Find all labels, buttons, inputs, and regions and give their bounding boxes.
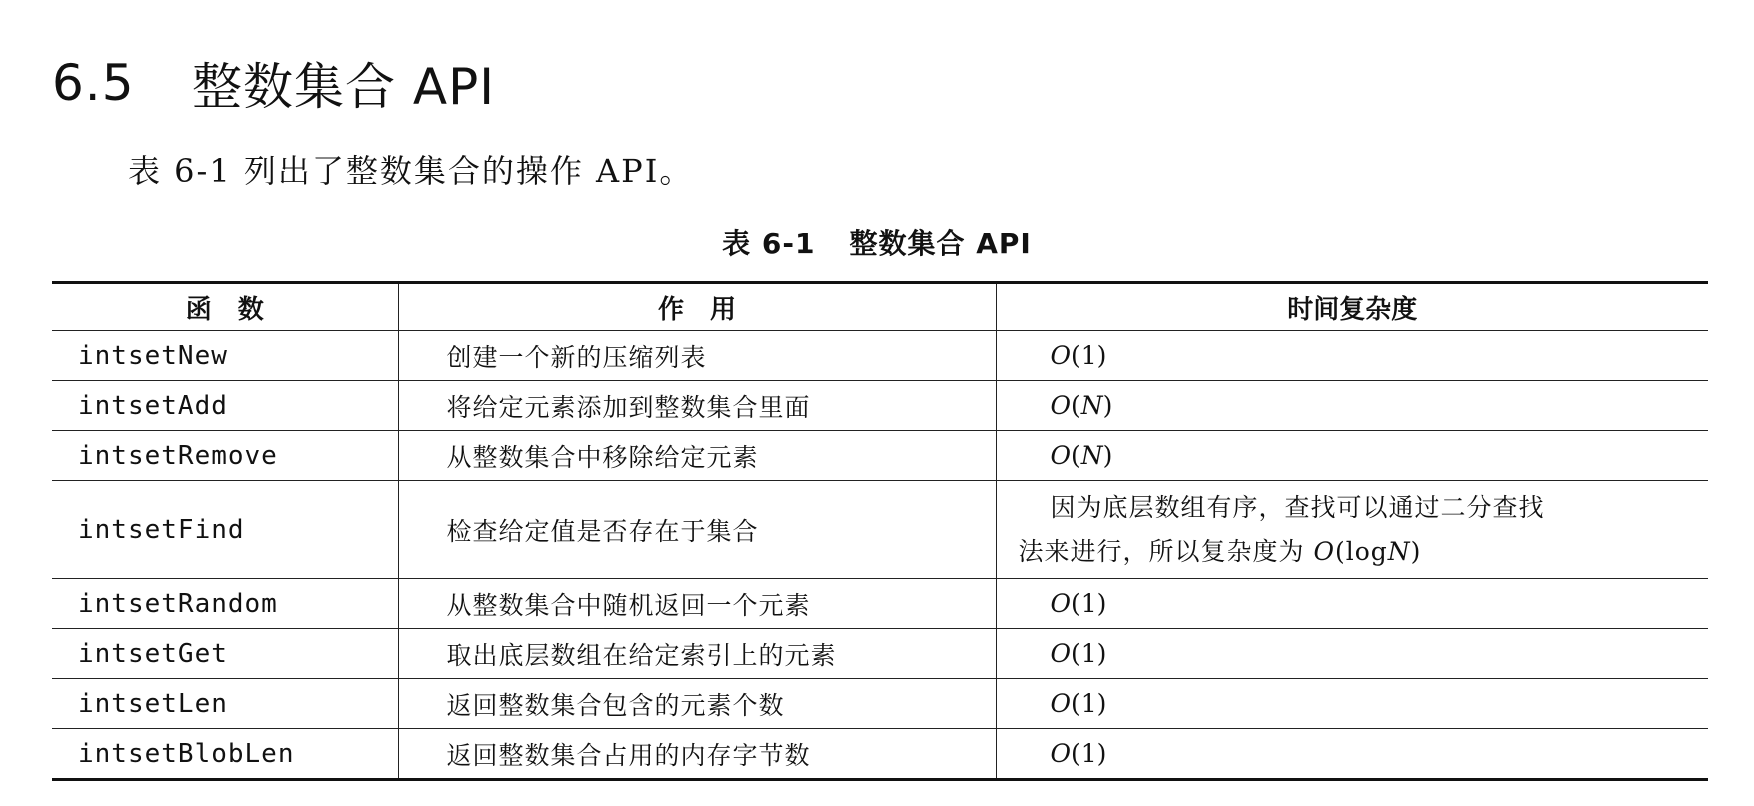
table-row: [52, 331, 1708, 381]
function-purpose: 检查给定值是否存在于集合: [398, 481, 996, 579]
function-purpose: 取出底层数组在给定索引上的元素: [398, 629, 996, 679]
function-purpose: 创建一个新的压缩列表: [398, 331, 996, 381]
header-purpose: 作 用: [398, 283, 996, 331]
function-purpose: 返回整数集合包含的元素个数: [398, 679, 996, 729]
function-name: intsetNew: [52, 331, 398, 381]
table-row: [52, 679, 1708, 729]
table-row: [52, 431, 1708, 481]
table-row: [52, 629, 1708, 679]
complexity-note-line1: 因为底层数组有序，查找可以通过二分查找: [1050, 492, 1545, 522]
function-complexity: O(1): [996, 629, 1708, 679]
function-name: intsetLen: [52, 679, 398, 729]
function-name: intsetRandom: [52, 579, 398, 629]
function-purpose: 从整数集合中随机返回一个元素: [398, 579, 996, 629]
header-complexity: 时间复杂度: [996, 283, 1708, 331]
intro-paragraph: 表 6-1 列出了整数集合的操作 API。: [128, 152, 694, 190]
function-purpose: 将给定元素添加到整数集合里面: [398, 381, 996, 431]
table-row: [52, 579, 1708, 629]
table-row: [52, 729, 1708, 780]
function-name: intsetRemove: [52, 431, 398, 481]
function-complexity: O(1): [996, 579, 1708, 629]
section-heading: [52, 38, 495, 128]
function-name: intsetFind: [52, 481, 398, 579]
api-table: [52, 281, 1708, 781]
function-complexity: O(1): [996, 679, 1708, 729]
section-number: 6.5: [52, 54, 135, 112]
function-complexity-note: [996, 481, 1708, 579]
table-header-row: [52, 283, 1708, 331]
table-row: [52, 481, 1708, 579]
function-purpose: 从整数集合中移除给定元素: [398, 431, 996, 481]
function-complexity: O(N): [996, 381, 1708, 431]
table-caption-number: 表 6-1: [722, 227, 816, 260]
header-function: 函 数: [52, 283, 398, 331]
section-title: 整数集合 API: [192, 58, 495, 116]
function-name: intsetGet: [52, 629, 398, 679]
function-purpose: 返回整数集合占用的内存字节数: [398, 729, 996, 780]
complexity-note-line2: 法来进行，所以复杂度为 O(logN): [1018, 536, 1422, 566]
function-name: intsetBlobLen: [52, 729, 398, 780]
table-row: [52, 381, 1708, 431]
table-caption: [0, 222, 1754, 262]
function-complexity: O(N): [996, 431, 1708, 481]
function-name: intsetAdd: [52, 381, 398, 431]
function-complexity: O(1): [996, 331, 1708, 381]
function-complexity: O(1): [996, 729, 1708, 780]
table-caption-title: 整数集合 API: [849, 227, 1032, 260]
